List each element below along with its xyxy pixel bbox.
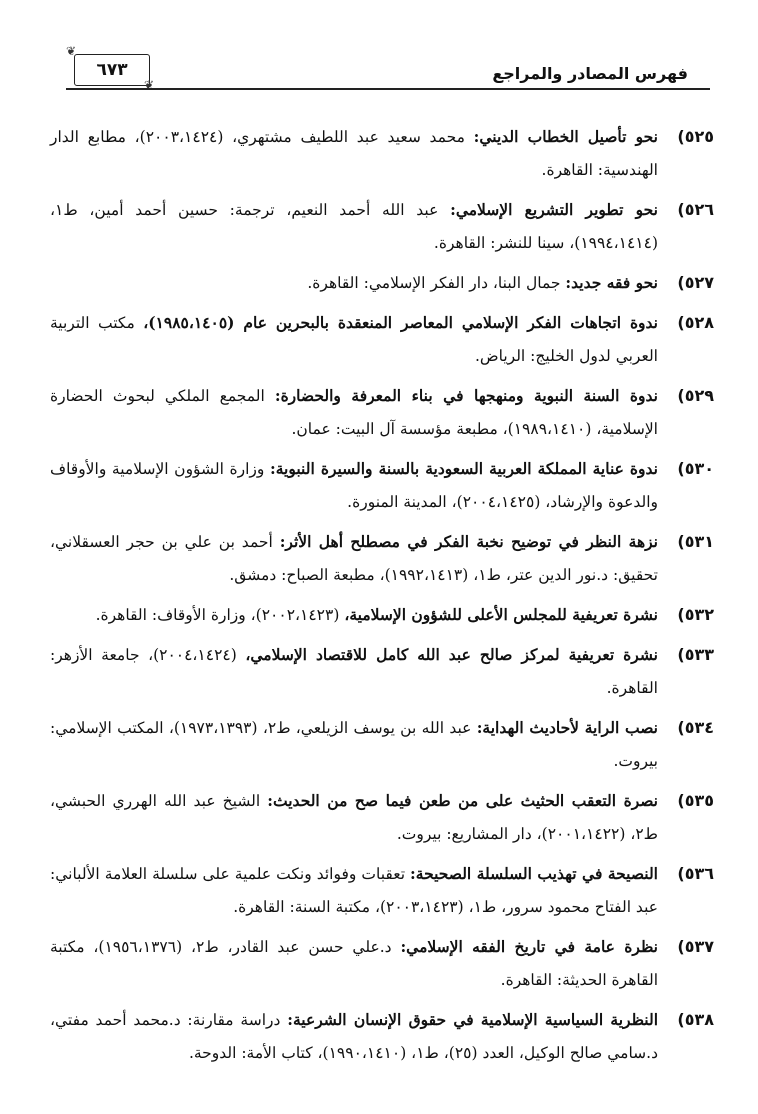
bibliography-list [50, 120, 714, 1076]
page-header [66, 44, 710, 94]
entry-details: محمد سعيد عبد اللطيف مشتهري، (٢٠٠٣،١٤٢٤)، مطابع الدار الهندسية: القاهرة. [50, 128, 658, 179]
bibliography-entry [50, 525, 714, 592]
entry-title: ندوة اتجاهات الفكر الإسلامي المعاصر المنعقدة بالبحرين عام (١٩٨٥،١٤٠٥)، [143, 313, 658, 332]
bibliography-entry [50, 638, 714, 705]
bibliography-entry [50, 306, 714, 373]
entry-title: نصب الراية لأحاديث الهداية: [476, 718, 658, 737]
entry-number: ٥٢٥) [677, 127, 714, 146]
entry-number: ٥٢٩) [677, 386, 714, 405]
entry-title: النصيحة في تهذيب السلسلة الصحيحة: [410, 864, 658, 883]
entry-title: ندوة عناية المملكة العربية السعودية بالسنة والسيرة النبوية: [270, 459, 658, 478]
entry-details: د.علي حسن عبد القادر، ط٢، (١٩٥٦،١٣٧٦)، مكتبة القاهرة الحديثة: القاهرة. [50, 938, 658, 989]
bibliography-entry [50, 452, 714, 519]
entry-details: مكتب التربية العربي لدول الخليج: الرياض. [50, 314, 658, 365]
entry-title: نحو فقه جديد: [565, 273, 658, 292]
bibliography-entry [50, 711, 714, 778]
bibliography-entry [50, 193, 714, 260]
entry-details: عبد الله أحمد النعيم، ترجمة: حسين أحمد أمين، ط١، (١٩٩٤،١٤١٤)، سينا للنشر: القاهرة. [50, 201, 658, 252]
entry-details: تعقبات وفوائد ونكت علمية على سلسلة العلامة الألباني: عبد الفتاح محمود سرور، ط١، (٢٠٠٣،١٤٢٣)، مكتبة السنة: القاهرة. [50, 865, 658, 916]
entry-title: ندوة السنة النبوية ومنهجها في بناء المعرفة والحضارة: [274, 386, 658, 405]
ornament-icon: ❦ [144, 78, 155, 92]
entry-title: نزهة النظر في توضيح نخبة الفكر في مصطلح أهل الأثر: [279, 532, 658, 551]
entry-details: وزارة الشؤون الإسلامية والأوقاف والدعوة والإرشاد، (٢٠٠٤،١٤٢٥)، المدينة المنورة. [50, 460, 658, 511]
entry-title: نحو تأصيل الخطاب الديني: [473, 127, 658, 146]
entry-number: ٥٢٧) [677, 273, 714, 292]
entry-title: نظرة عامة في تاريخ الفقه الإسلامي: [400, 937, 658, 956]
entry-details: عبد الله بن يوسف الزيلعي، ط٢، (١٩٧٣،١٣٩٣)، المكتب الإسلامي: بيروت. [50, 719, 658, 770]
entry-title: نشرة تعريفية للمجلس الأعلى للشؤون الإسلامية، [344, 605, 658, 624]
running-title: فهرس المصادر والمراجع [492, 64, 688, 83]
entry-number: ٥٣٨) [677, 1010, 714, 1029]
entry-number: ٥٣٣) [677, 645, 714, 664]
entry-number: ٥٣٦) [677, 864, 714, 883]
bibliography-entry [50, 1003, 714, 1070]
entry-title: النظرية السياسية الإسلامية في حقوق الإنسان الشرعية: [287, 1010, 659, 1029]
bibliography-entry [50, 120, 714, 187]
page-number: ٦٧٣ [74, 54, 150, 86]
entry-title: نشرة تعريفية لمركز صالح عبد الله كامل للاقتصاد الإسلامي، [245, 645, 658, 664]
entry-details: الشيخ عبد الله الهرري الحبشي، ط٢، (٢٠٠١،١٤٢٢)، دار المشاريع: بيروت. [50, 792, 658, 843]
entry-number: ٥٣١) [677, 532, 714, 551]
entry-number: ٥٣٤) [677, 718, 714, 737]
entry-details: (٢٠٠٢،١٤٢٣)، وزارة الأوقاف: القاهرة. [95, 606, 340, 624]
header-rule [66, 88, 710, 90]
entry-details: المجمع الملكي لبحوث الحضارة الإسلامية، (١٩٨٩،١٤١٠)، مطبعة مؤسسة آل البيت: عمان. [50, 387, 658, 438]
entry-details: أحمد بن علي بن حجر العسقلاني، تحقيق: د.نور الدين عتر، ط١، (١٩٩٢،١٤١٣)، مطبعة الصباح: دمشق. [50, 533, 658, 584]
bibliography-entry [50, 266, 714, 300]
ornament-icon: ❦ [66, 44, 77, 58]
bibliography-entry [50, 379, 714, 446]
entry-number: ٥٢٦) [677, 200, 714, 219]
entry-number: ٥٣٢) [677, 605, 714, 624]
entry-title: نحو تطوير التشريع الإسلامي: [450, 200, 658, 219]
entry-details: جمال البنا، دار الفكر الإسلامي: القاهرة. [307, 274, 561, 292]
bibliography-entry [50, 930, 714, 997]
entry-details: (٢٠٠٤،١٤٢٤)، جامعة الأزهر: القاهرة. [50, 646, 658, 697]
entry-number: ٥٣٠) [677, 459, 714, 478]
bibliography-entry [50, 784, 714, 851]
bibliography-entry [50, 857, 714, 924]
bibliography-entry [50, 598, 714, 632]
entry-number: ٥٢٨) [677, 313, 714, 332]
entry-title: نصرة التعقب الحثيث على من طعن فيما صح من الحديث: [267, 791, 658, 810]
entry-number: ٥٣٧) [677, 937, 714, 956]
entry-details: دراسة مقارنة: د.محمد أحمد مفتي، د.سامي صالح الوكيل، العدد (٢٥)، ط١، (١٩٩٠،١٤١٠)، كتاب الأمة: الدوحة. [50, 1011, 658, 1062]
entry-number: ٥٣٥) [677, 791, 714, 810]
